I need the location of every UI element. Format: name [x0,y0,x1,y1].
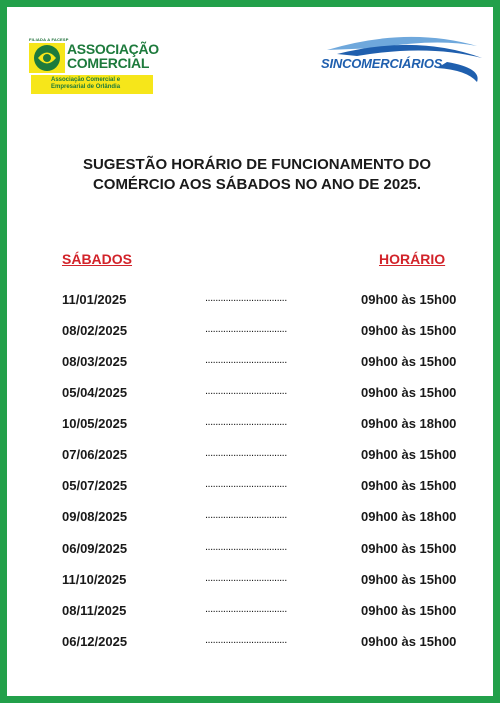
page-title: SUGESTÃO HORÁRIO DE FUNCIONAMENTO DO COMÉRCIO AOS SÁBADOS NO ANO DE 2025. [82,156,432,193]
row-date: 09/08/2025 [62,509,128,524]
row-leader: ................................ [205,603,287,615]
row-date: 08/03/2025 [62,354,128,369]
logo-subtitle: Associação Comercial e Empresarial de Orlândia [51,77,121,90]
sincomerciarios-logo [317,32,492,87]
table-row [62,541,472,561]
table-row [62,416,472,436]
row-date: 07/06/2025 [62,447,128,462]
row-date: 06/09/2025 [62,541,128,556]
table-row [62,323,472,343]
row-hours: 09h00 às 15h00 [361,354,457,369]
column-header-saturdays: SÁBADOS [62,251,133,267]
logo-tagline: FILIADA A FACESP [29,37,69,42]
table-row [62,634,472,654]
row-leader: ................................ [205,509,287,521]
row-leader: ................................ [205,385,287,397]
row-date: 10/05/2025 [62,416,128,431]
row-date: 08/11/2025 [62,603,127,618]
table-row [62,509,472,529]
table-row [62,603,472,623]
logo-name: ASSOCIAÇÃO COMERCIAL [67,41,159,71]
row-hours: 09h00 às 15h00 [361,447,457,462]
row-date: 11/10/2025 [62,572,127,587]
associacao-comercial-logo [27,37,159,93]
row-hours: 09h00 às 15h00 [361,603,457,618]
row-date: 08/02/2025 [62,323,128,338]
table-row [62,572,472,592]
row-date: 05/04/2025 [62,385,128,400]
logo-brand-name: SINCOMERCIÁRIOS [321,56,443,71]
row-hours: 09h00 às 15h00 [361,541,457,556]
row-leader: ................................ [205,323,287,335]
row-hours: 09h00 às 15h00 [361,634,457,649]
association-emblem-icon [29,43,65,73]
column-header-hours: HORÁRIO [379,251,446,267]
row-leader: ................................ [205,447,287,459]
table-row [62,385,472,405]
row-leader: ................................ [205,541,287,553]
table-row [62,478,472,498]
row-hours: 09h00 às 15h00 [361,478,457,493]
row-date: 05/07/2025 [62,478,128,493]
row-leader: ................................ [205,354,287,366]
row-leader: ................................ [205,292,287,304]
row-leader: ................................ [205,572,287,584]
row-hours: 09h00 às 15h00 [361,323,457,338]
row-hours: 09h00 às 15h00 [361,292,457,307]
row-hours: 09h00 às 18h00 [361,416,457,431]
row-leader: ................................ [205,478,287,490]
row-date: 06/12/2025 [62,634,128,649]
table-row [62,354,472,374]
row-hours: 09h00 às 15h00 [361,572,457,587]
table-row [62,447,472,467]
row-hours: 09h00 às 15h00 [361,385,457,400]
row-hours: 09h00 às 18h00 [361,509,457,524]
row-date: 11/01/2025 [62,292,127,307]
row-leader: ................................ [205,416,287,428]
table-row [62,292,472,312]
row-leader: ................................ [205,634,287,646]
